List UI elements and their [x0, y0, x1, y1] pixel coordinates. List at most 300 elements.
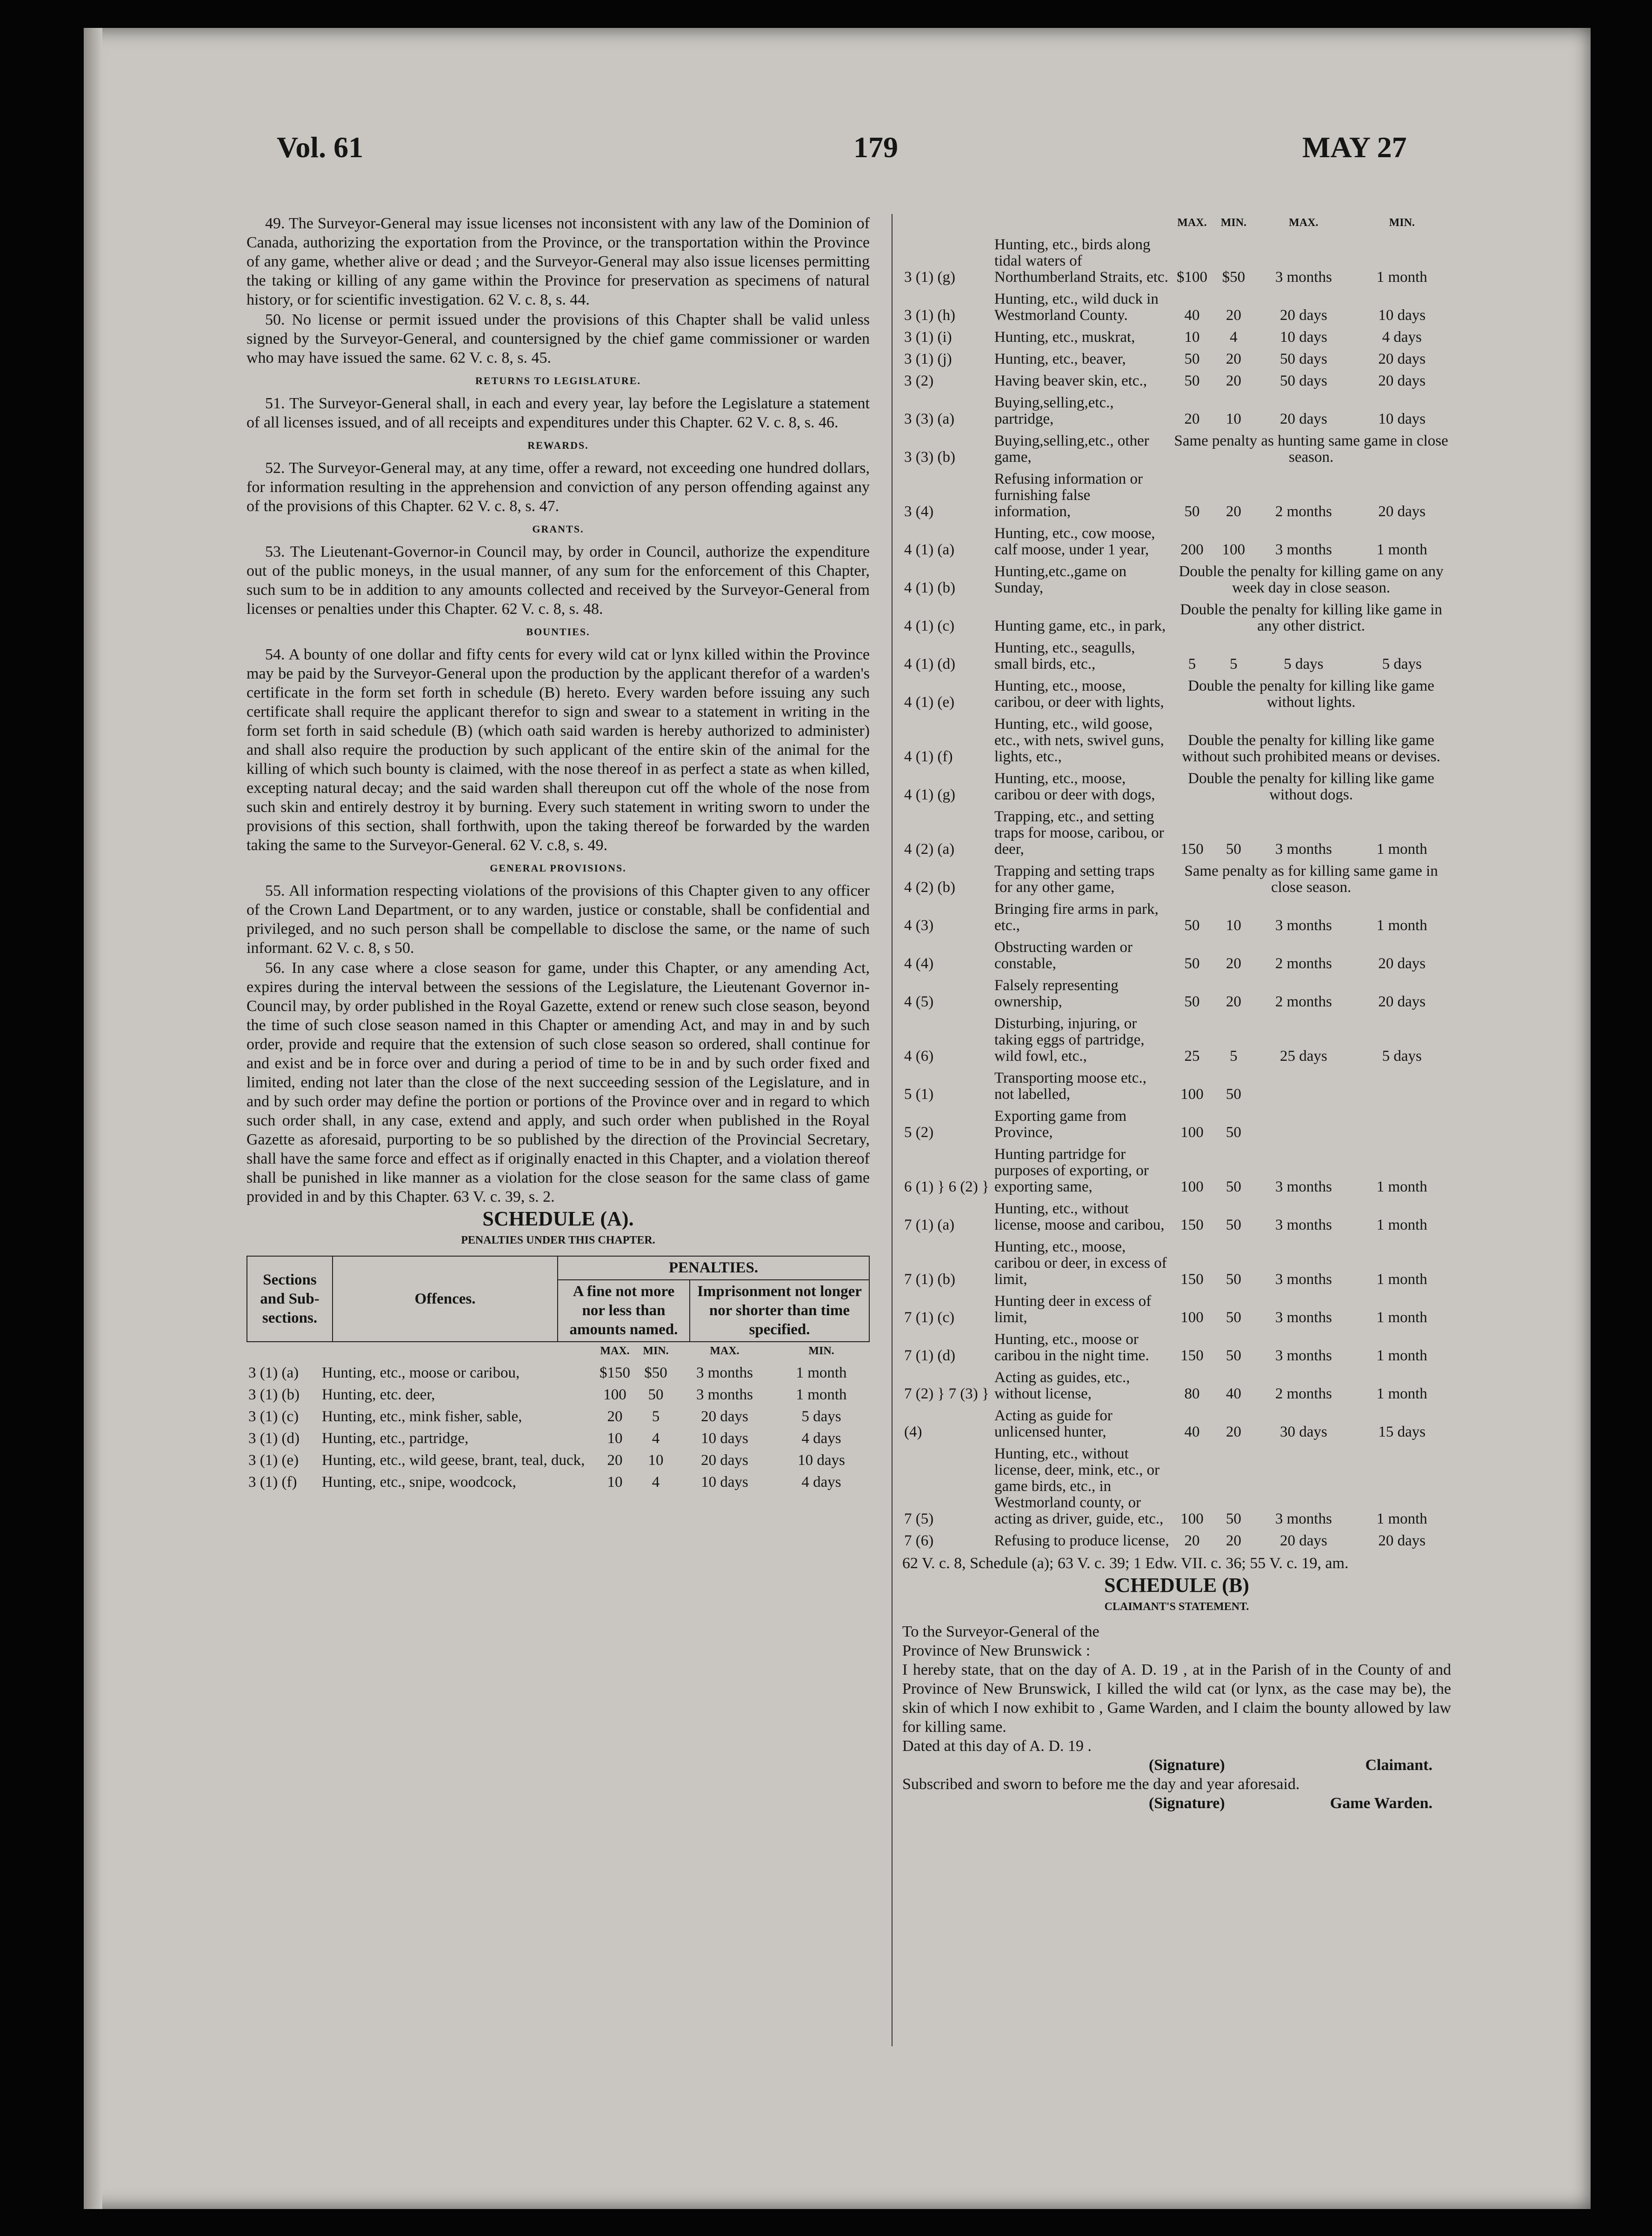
row-section: 3 (4) — [904, 503, 934, 520]
row-offence: Hunting game, etc., in park, — [994, 618, 1166, 634]
row-imprison-max: 3 months — [696, 1364, 753, 1381]
form-address: Province of New Brunswick : — [902, 1642, 1091, 1659]
row-offence: Hunting, etc., without license, deer, mink, etc., or game birds, etc., in Westmorland county, or acting as driver, guide, etc., — [994, 1445, 1164, 1527]
table-row — [902, 1369, 1451, 1407]
table-row — [246, 1364, 870, 1386]
row-fine-min: 20 — [1226, 307, 1241, 324]
row-offence: Hunting, etc., moose or caribou, — [322, 1364, 520, 1381]
section-paragraph: 49. The Surveyor-General may issue licenses not inconsistent with any law of the Dominion of Canada, authorizing the exportation from the Province, or the transportation within the Province of any game, whether alive or dead ; and the Surveyor-General may also issue licenses permitting the taking or killing of any game within the Province for preservation as specimens of natural history, or for scientific investigation. 62 V. c. 8, s. 44. — [246, 215, 870, 308]
row-fine-max: 50 — [1184, 503, 1200, 520]
row-offence: Buying,selling,etc., partridge, — [994, 394, 1114, 427]
row-imprison-min: 20 days — [1378, 373, 1426, 389]
row-imprison-max: 3 months — [696, 1386, 753, 1403]
section-heading: GRANTS. — [532, 523, 584, 535]
row-imprison-max: 2 months — [1275, 1385, 1332, 1402]
row-imprison-max: 2 months — [1275, 955, 1332, 972]
row-imprison-max: 3 months — [1275, 1511, 1332, 1527]
row-section: 5 (2) — [904, 1124, 934, 1141]
row-fine-max: 80 — [1184, 1385, 1200, 1402]
row-penalty-note: Double the penalty for killing like game without such prohibited means or devises. — [1182, 732, 1440, 765]
row-section: 4 (2) (b) — [904, 879, 955, 896]
row-imprison-min: 1 month — [1376, 1347, 1427, 1364]
table-row — [902, 328, 1451, 350]
column-divider — [892, 214, 893, 2046]
row-fine-max: 20 — [1184, 1532, 1200, 1549]
row-fine-min: 5 — [1230, 1048, 1238, 1065]
row-offence: Hunting, etc., moose, caribou, or deer with lights, — [994, 678, 1164, 711]
signature-line — [902, 1756, 1451, 1775]
row-fine-min: 20 — [1226, 351, 1241, 367]
row-offence: Refusing to produce license, — [994, 1532, 1169, 1549]
row-fine-min: $50 — [644, 1364, 667, 1381]
row-imprison-max: 20 days — [1279, 1532, 1327, 1549]
table-row — [902, 1015, 1451, 1069]
row-fine-max: $150 — [600, 1364, 630, 1381]
col-header-offences: Offences. — [333, 1256, 558, 1342]
row-fine-max: 10 — [607, 1474, 623, 1491]
row-section: 3 (1) (a) — [248, 1364, 299, 1381]
max-head: MAX. — [1289, 217, 1319, 229]
row-imprison-max: 3 months — [1275, 1271, 1332, 1288]
row-fine-min: 5 — [1230, 656, 1238, 672]
row-imprison-min: 1 month — [1376, 1271, 1427, 1288]
row-fine-max: 20 — [1184, 411, 1200, 427]
row-imprison-max — [1254, 1107, 1352, 1145]
row-imprison-min: 10 days — [798, 1452, 845, 1469]
table-row — [902, 470, 1451, 525]
row-fine-min: 20 — [1226, 373, 1241, 389]
row-imprison-min: 20 days — [1378, 503, 1426, 520]
row-fine-max: 50 — [1184, 917, 1200, 934]
row-offence: Falsely representing ownership, — [994, 977, 1119, 1010]
row-imprison-max: 10 days — [1279, 329, 1327, 346]
row-fine-max: 20 — [607, 1452, 623, 1469]
volume-label: Vol. 61 — [277, 131, 364, 164]
row-offence: Transporting moose etc., not labelled, — [994, 1070, 1146, 1103]
row-offence: Hunting, etc., moose, caribou or deer, in excess of limit, — [994, 1238, 1167, 1288]
row-imprison-max: 3 months — [1275, 1309, 1332, 1326]
left-column — [246, 214, 870, 1495]
row-imprison-min: 1 month — [1376, 269, 1427, 286]
row-imprison-max: 3 months — [1275, 1217, 1332, 1233]
row-imprison-min: 4 days — [801, 1474, 841, 1491]
row-imprison-min: 20 days — [1378, 955, 1426, 972]
row-fine-max: 150 — [1180, 1271, 1204, 1288]
row-fine-max: 100 — [1180, 1086, 1204, 1103]
row-fine-min: 4 — [652, 1474, 660, 1491]
table-row — [902, 563, 1451, 601]
schedule-a-title: SCHEDULE (A). — [482, 1207, 634, 1230]
row-fine-min: 50 — [1226, 1086, 1241, 1103]
row-offence: Hunting, etc., seagulls, small birds, etc., — [994, 639, 1135, 672]
table-row — [246, 1451, 870, 1473]
row-fine-min: 50 — [1226, 1178, 1241, 1195]
row-imprison-max: 10 days — [701, 1430, 748, 1447]
signature-label: (Signature) — [1149, 1757, 1225, 1774]
row-section: 3 (3) (b) — [904, 449, 955, 466]
table-row — [902, 1069, 1451, 1107]
schedule-a-continued — [902, 214, 1451, 1554]
row-fine-min: 100 — [1222, 541, 1246, 558]
row-section: 3 (1) (d) — [248, 1430, 300, 1447]
row-offence: Hunting,etc.,game on Sunday, — [994, 563, 1127, 596]
row-section: 3 (1) (i) — [904, 329, 952, 346]
table-row — [902, 432, 1451, 470]
row-fine-max: 10 — [607, 1430, 623, 1447]
claimant-label: Claimant. — [1365, 1757, 1432, 1774]
section-paragraph: 53. The Lieutenant-Governor-in Council may, by order in Council, authorize the expenditure out of the public moneys, in the usual manner, of any sum for the enforcement of this Chapter, such sum to be in addition to any amounts collected and received by the Surveyor-General from licenses or penalties under this Chapter. 62 V. c. 8, s. 48. — [246, 543, 870, 618]
row-offence: Trapping, etc., and setting traps for moose, caribou, or deer, — [994, 808, 1164, 858]
row-imprison-min: 1 month — [1376, 1385, 1427, 1402]
table-row — [902, 1445, 1451, 1532]
row-offence: Hunting, etc., birds along tidal waters of Northumberland Straits, etc. — [994, 236, 1168, 286]
row-section: 4 (1) (c) — [904, 618, 955, 634]
row-offence: Hunting, etc. deer, — [322, 1386, 435, 1403]
row-section: 3 (1) (j) — [904, 351, 952, 367]
row-section: 7 (1) (c) — [904, 1309, 955, 1326]
form-dated: Dated at this day of A. D. 19 . — [902, 1737, 1092, 1755]
section-paragraph: 50. No license or permit issued under the provisions of this Chapter shall be valid unless signed by the Surveyor-General, and countersigned by the chief game commissioner or warden who may have issued the same. 62 V. c. 8, s. 45. — [246, 311, 870, 366]
row-imprison-min: 20 days — [1378, 351, 1426, 367]
row-offence: Disturbing, injuring, or taking eggs of partridge, wild fowl, etc., — [994, 1015, 1145, 1065]
row-section: 3 (1) (h) — [904, 307, 955, 324]
row-imprison-min: 4 days — [1382, 329, 1422, 346]
table-row — [902, 639, 1451, 677]
row-fine-min: 20 — [1226, 1532, 1241, 1549]
row-fine-min: 20 — [1226, 1424, 1241, 1440]
max-head: MAX. — [1177, 217, 1207, 229]
row-imprison-max: 30 days — [1279, 1424, 1327, 1440]
row-offence: Hunting, etc., snipe, woodcock, — [322, 1474, 516, 1491]
table-row — [902, 350, 1451, 372]
row-imprison-min: 1 month — [1376, 1217, 1427, 1233]
row-imprison-max: 2 months — [1275, 503, 1332, 520]
row-imprison-max — [1254, 1069, 1352, 1107]
row-penalty-note: Same penalty as hunting same game in close season. — [1174, 433, 1448, 466]
table-row — [902, 715, 1451, 770]
row-section: 4 (4) — [904, 955, 934, 972]
row-section: 4 (6) — [904, 1048, 934, 1065]
form-sworn: Subscribed and sworn to before me the day and year aforesaid. — [902, 1776, 1300, 1793]
table-row — [902, 372, 1451, 394]
row-imprison-max: 3 months — [1275, 1178, 1332, 1195]
table-row — [246, 1408, 870, 1430]
row-offence: Obstructing warden or constable, — [994, 939, 1132, 972]
row-fine-max: 50 — [1184, 993, 1200, 1010]
row-imprison-max: 20 days — [701, 1452, 748, 1469]
row-offence: Hunting, etc., moose or caribou in the night time. — [994, 1331, 1149, 1364]
row-fine-max: 150 — [1180, 1347, 1204, 1364]
row-fine-min: 50 — [1226, 1347, 1241, 1364]
row-offence: Hunting, etc., wild duck in Westmorland County. — [994, 291, 1159, 324]
schedule-b-title: SCHEDULE (B) — [1104, 1574, 1249, 1597]
row-section: 4 (5) — [904, 993, 934, 1010]
row-fine-min: 10 — [1226, 411, 1241, 427]
row-imprison-max: 3 months — [1275, 1347, 1332, 1364]
schedule-b-subtitle: CLAIMANT'S STATEMENT. — [1104, 1601, 1249, 1613]
row-fine-min: 40 — [1226, 1385, 1241, 1402]
row-imprison-max: 50 days — [1279, 351, 1327, 367]
row-offence: Acting as guides, etc., without license, — [994, 1369, 1130, 1402]
row-fine-min: $50 — [1222, 269, 1246, 286]
spacer — [246, 1342, 320, 1364]
min-head: MIN. — [1389, 217, 1415, 229]
section-heading: REWARDS. — [527, 439, 589, 451]
row-section: 3 (1) (e) — [248, 1452, 299, 1469]
table-row — [902, 601, 1451, 639]
row-imprison-min — [1353, 1107, 1451, 1145]
table-row — [902, 1200, 1451, 1238]
schedule-a-table — [246, 1256, 870, 1342]
table-row — [902, 977, 1451, 1015]
right-column — [902, 214, 1451, 1813]
form-address: To the Surveyor-General of the — [902, 1623, 1099, 1640]
row-penalty-note: Double the penalty for killing like game without lights. — [1188, 678, 1434, 711]
row-fine-max: 25 — [1184, 1048, 1200, 1065]
row-imprison-min — [1353, 1069, 1451, 1107]
row-offence: Hunting, etc., partridge, — [322, 1430, 469, 1447]
row-imprison-min: 10 days — [1378, 307, 1426, 324]
row-imprison-min: 20 days — [1378, 993, 1426, 1010]
row-fine-max: 100 — [1180, 1178, 1204, 1195]
row-fine-max: $100 — [1176, 269, 1207, 286]
table-row — [902, 290, 1451, 328]
row-section: 4 (1) (d) — [904, 656, 955, 672]
row-offence: Hunting, etc., muskrat, — [994, 329, 1135, 346]
row-fine-min: 20 — [1226, 993, 1241, 1010]
row-offence: Hunting, etc., beaver, — [994, 351, 1126, 367]
row-offence: Hunting, etc., wild geese, brant, teal, duck, — [322, 1452, 585, 1469]
row-fine-max: 10 — [1184, 329, 1200, 346]
form-statement: I hereby state, that on the day of A. D. 19 , at in the Parish of in the County of and Province of New Brunswick, I killed the wild cat (or lynx, as the case may be), the skin of which I now exhibit to , Game Warden, and I claim the bounty allowed by law for killing same. — [902, 1661, 1451, 1736]
section-paragraph: 55. All information respecting violations of the provisions of this Chapter given to any officer of the Crown Land Department, or to any warden, justice or constable, shall be confidential and privileged, and no such person shall be compellable to disclose the same, or the name of such informant. 62 V. c. 8, s 50. — [246, 882, 870, 957]
row-section: 3 (1) (b) — [248, 1386, 300, 1403]
col-header-fine: A fine not more nor less than amounts named. — [558, 1280, 690, 1342]
row-fine-max: 100 — [1180, 1511, 1204, 1527]
row-offence: Hunting deer in excess of limit, — [994, 1293, 1152, 1326]
row-fine-min: 50 — [1226, 1124, 1241, 1141]
row-offence: Buying,selling,etc., other game, — [994, 433, 1149, 466]
row-section: 4 (1) (b) — [904, 579, 955, 596]
row-fine-min: 50 — [1226, 1309, 1241, 1326]
table-row — [246, 1386, 870, 1408]
row-imprison-max: 20 days — [1279, 307, 1327, 324]
row-imprison-min: 1 month — [1376, 1511, 1427, 1527]
table-row — [902, 677, 1451, 715]
row-offence: Hunting, etc., cow moose, calf moose, under 1 year, — [994, 525, 1155, 558]
row-imprison-max: 3 months — [1275, 269, 1332, 286]
row-section: 7 (2) } 7 (3) } — [904, 1385, 989, 1402]
row-imprison-max: 3 months — [1275, 917, 1332, 934]
section-paragraph: 56. In any case where a close season for game, under this Chapter, or any amending Act, expires during the interval between the sessions of the Legislature, the Lieutenant Governor in-Council may, by order published in the Royal Gazette, extend or renew such close season, beyond the time of such close season named in this Chapter or amending Act, and may in and by such order, provide and require that the extension of such close season so ordered, shall continue for and exist and be in force over and during a period of time to be in and by such order fixed and limited, ending not later than the close of the next succeeding session of the Legislature, and in and by such order may define the portion or portions of the Province over and in regard to which such order shall, in any case, extend and apply, and such order when published in the Royal Gazette as aforesaid, purporting to be so published by the direction of the Provincial Secretary, shall have the same force and effect as if originally enacted in this Chapter, and a violation thereof shall be punished in like manner as a violation for the close season for the same class of game provided in and by this Chapter. 63 V. c. 39, s. 2. — [246, 959, 870, 1205]
row-section: 4 (1) (f) — [904, 748, 953, 765]
row-imprison-min: 20 days — [1378, 1532, 1426, 1549]
row-fine-min: 20 — [1226, 503, 1241, 520]
row-imprison-min: 1 month — [1376, 1309, 1427, 1326]
table-row — [902, 1145, 1451, 1200]
row-section: 4 (2) (a) — [904, 841, 955, 858]
row-fine-min: 50 — [1226, 1271, 1241, 1288]
row-offence: Acting as guide for unlicensed hunter, — [994, 1407, 1112, 1440]
section-paragraph: 54. A bounty of one dollar and fifty cents for every wild cat or lynx killed within the Province may be paid by the Surveyor-General upon the production by the applicant therefor of a warden's certificate in the form set forth in schedule (B) hereto. Every warden before issuing any such certificate shall require the applicant therefor to sign and swear to a statement in writing in the form set forth in said schedule (B) (which oath said warden is hereby authorized to administer) and shall also require the production by such applicant of the entire skin of the animal for the killing of which such bounty is claimed, with the nose thereof in as perfect a state as when killed, excepting natural decay; and the said warden shall thereupon cut off the whole of the nose from such skin and entirely destroy it by burning. Every such statement in writing sworn to under the provisions of this section, shall forthwith, upon the taking thereof be forwarded by the warden taking the same to the Surveyor-General. 62 V. c.8, s. 49. — [246, 646, 870, 854]
row-imprison-min: 1 month — [1376, 1178, 1427, 1195]
spacer — [320, 1342, 594, 1364]
row-fine-max: 40 — [1184, 1424, 1200, 1440]
row-section: (4) — [904, 1424, 922, 1440]
max-head: MAX. — [710, 1345, 739, 1357]
table-row — [902, 1532, 1451, 1554]
row-imprison-min: 5 days — [1382, 656, 1422, 672]
row-section: 3 (2) — [904, 373, 934, 389]
table-row — [902, 770, 1451, 808]
row-offence: Trapping and setting traps for any other game, — [994, 863, 1155, 896]
row-imprison-min: 5 days — [801, 1408, 841, 1425]
table-row — [902, 1238, 1451, 1292]
issue-date: MAY 27 — [1302, 131, 1407, 164]
row-imprison-max: 2 months — [1275, 993, 1332, 1010]
schedule-a-subtitle: PENALTIES UNDER THIS CHAPTER. — [461, 1234, 655, 1246]
row-fine-max: 50 — [1184, 351, 1200, 367]
section-paragraph: 51. The Surveyor-General shall, in each and every year, lay before the Legislature a statement of all licenses issued, and of all receipts and expenditures under this Chapter. 62 V. c. 8, s. 46. — [246, 395, 870, 431]
min-head: MIN. — [643, 1345, 669, 1357]
row-section: 3 (1) (c) — [248, 1408, 299, 1425]
schedule-a-rows — [246, 1342, 870, 1495]
row-penalty-note: Double the penalty for killing like game without dogs. — [1188, 770, 1434, 803]
row-imprison-min: 4 days — [801, 1430, 841, 1447]
table-row — [902, 525, 1451, 563]
row-section: 7 (1) (b) — [904, 1271, 955, 1288]
row-offence: Hunting, etc., wild goose, etc., with nets, swivel guns, lights, etc., — [994, 716, 1164, 765]
row-offence: Having beaver skin, etc., — [994, 373, 1147, 389]
col-header-sections: Sections and Sub-sections. — [247, 1256, 333, 1342]
row-section: 5 (1) — [904, 1086, 934, 1103]
spacer — [993, 214, 1171, 236]
row-section: 3 (3) (a) — [904, 411, 955, 427]
row-fine-max: 100 — [603, 1386, 626, 1403]
row-penalty-note: Same penalty as for killing same game in close season. — [1184, 863, 1438, 896]
row-fine-min: 20 — [1226, 955, 1241, 972]
row-section: 7 (1) (a) — [904, 1217, 955, 1233]
row-fine-min: 50 — [648, 1386, 664, 1403]
section-heading: BOUNTIES. — [526, 626, 590, 638]
row-imprison-max: 3 months — [1275, 541, 1332, 558]
row-section: 3 (1) (f) — [248, 1474, 297, 1491]
min-head: MIN. — [1220, 217, 1247, 229]
game-warden-label: Game Warden. — [1330, 1795, 1432, 1812]
row-fine-max: 150 — [1180, 841, 1204, 858]
row-section: 7 (6) — [904, 1532, 934, 1549]
min-head: MIN. — [808, 1345, 834, 1357]
row-imprison-min: 1 month — [1376, 541, 1427, 558]
max-head: MAX. — [600, 1345, 630, 1357]
row-fine-max: 50 — [1184, 373, 1200, 389]
table-row — [902, 808, 1451, 862]
row-imprison-min: 1 month — [796, 1364, 847, 1381]
row-fine-min: 50 — [1226, 1217, 1241, 1233]
row-section: 6 (1) } 6 (2) } — [904, 1178, 989, 1195]
row-offence: Hunting partridge for purposes of exporting, or exporting same, — [994, 1146, 1149, 1195]
row-offence: Refusing information or furnishing false information, — [994, 471, 1143, 520]
table-row — [902, 900, 1451, 938]
table-row — [902, 862, 1451, 900]
row-section: 3 (1) (g) — [904, 269, 955, 286]
row-fine-min: 50 — [1226, 1511, 1241, 1527]
row-offence: Hunting, etc., mink fisher, sable, — [322, 1408, 522, 1425]
row-imprison-max: 20 days — [701, 1408, 748, 1425]
table-row — [246, 1473, 870, 1495]
row-fine-max: 5 — [1188, 656, 1196, 672]
table-row — [902, 1292, 1451, 1331]
table-row — [246, 1430, 870, 1451]
row-fine-min: 50 — [1226, 841, 1241, 858]
row-offence: Exporting game from Province, — [994, 1108, 1127, 1141]
row-section: 4 (1) (a) — [904, 541, 955, 558]
row-section: 7 (5) — [904, 1511, 934, 1527]
table-row — [902, 938, 1451, 977]
row-fine-min: 10 — [1226, 917, 1241, 934]
row-fine-max: 40 — [1184, 307, 1200, 324]
schedule-citation: 62 V. c. 8, Schedule (a); 63 V. c. 39; 1 Edw. VII. c. 36; 55 V. c. 19, am. — [902, 1555, 1349, 1572]
row-section: 7 (1) (d) — [904, 1347, 955, 1364]
table-row — [902, 1407, 1451, 1445]
col-header-penalties: PENALTIES. — [558, 1256, 869, 1280]
row-fine-min: 4 — [1230, 329, 1238, 346]
col-header-imprisonment: Imprisonment not longer nor shorter than time specified. — [690, 1280, 869, 1342]
section-heading: RETURNS TO LEGISLATURE. — [475, 375, 641, 386]
table-row — [902, 1331, 1451, 1369]
row-imprison-max: 5 days — [1284, 656, 1324, 672]
row-imprison-min: 15 days — [1378, 1424, 1426, 1440]
row-fine-max: 50 — [1184, 955, 1200, 972]
section-heading: GENERAL PROVISIONS. — [490, 862, 626, 874]
row-fine-max: 20 — [607, 1408, 623, 1425]
spacer — [902, 214, 993, 236]
row-imprison-max: 10 days — [701, 1474, 748, 1491]
row-imprison-min: 5 days — [1382, 1048, 1422, 1065]
row-section: 4 (3) — [904, 917, 934, 934]
row-section: 4 (1) (g) — [904, 786, 955, 803]
claimant-form — [902, 1622, 1451, 1813]
row-penalty-note: Double the penalty for killing like game in any other district. — [1180, 601, 1442, 634]
row-imprison-max: 20 days — [1279, 411, 1327, 427]
signature-line — [902, 1794, 1451, 1813]
table-row — [902, 236, 1451, 290]
row-fine-max: 100 — [1180, 1124, 1204, 1141]
row-imprison-min: 1 month — [796, 1386, 847, 1403]
signature-label: (Signature) — [1149, 1795, 1225, 1812]
table-row — [902, 394, 1451, 432]
row-offence: Hunting, etc., moose, caribou or deer with dogs, — [994, 770, 1155, 803]
row-fine-min: 4 — [652, 1430, 660, 1447]
row-fine-min: 5 — [652, 1408, 660, 1425]
row-imprison-max: 3 months — [1275, 841, 1332, 858]
page-sheet — [84, 28, 1591, 2209]
table-row — [902, 1107, 1451, 1145]
row-offence: Hunting, etc., without license, moose and caribou, — [994, 1200, 1165, 1233]
row-offence: Bringing fire arms in park, etc., — [994, 901, 1159, 934]
page-number: 179 — [853, 131, 898, 164]
row-fine-max: 150 — [1180, 1217, 1204, 1233]
row-fine-min: 10 — [648, 1452, 664, 1469]
row-imprison-min: 1 month — [1376, 841, 1427, 858]
row-imprison-max: 50 days — [1279, 373, 1327, 389]
row-imprison-max: 25 days — [1279, 1048, 1327, 1065]
row-penalty-note: Double the penalty for killing game on any week day in close season. — [1179, 563, 1444, 596]
row-imprison-min: 1 month — [1376, 917, 1427, 934]
section-paragraph: 52. The Surveyor-General may, at any time, offer a reward, not exceeding one hundred dollars, for information resulting in the apprehension and conviction of any person offending against any of the provisions of this Chapter. 62 V. c. 8, s. 47. — [246, 459, 870, 515]
row-section: 4 (1) (e) — [904, 694, 955, 711]
row-fine-max: 100 — [1180, 1309, 1204, 1326]
